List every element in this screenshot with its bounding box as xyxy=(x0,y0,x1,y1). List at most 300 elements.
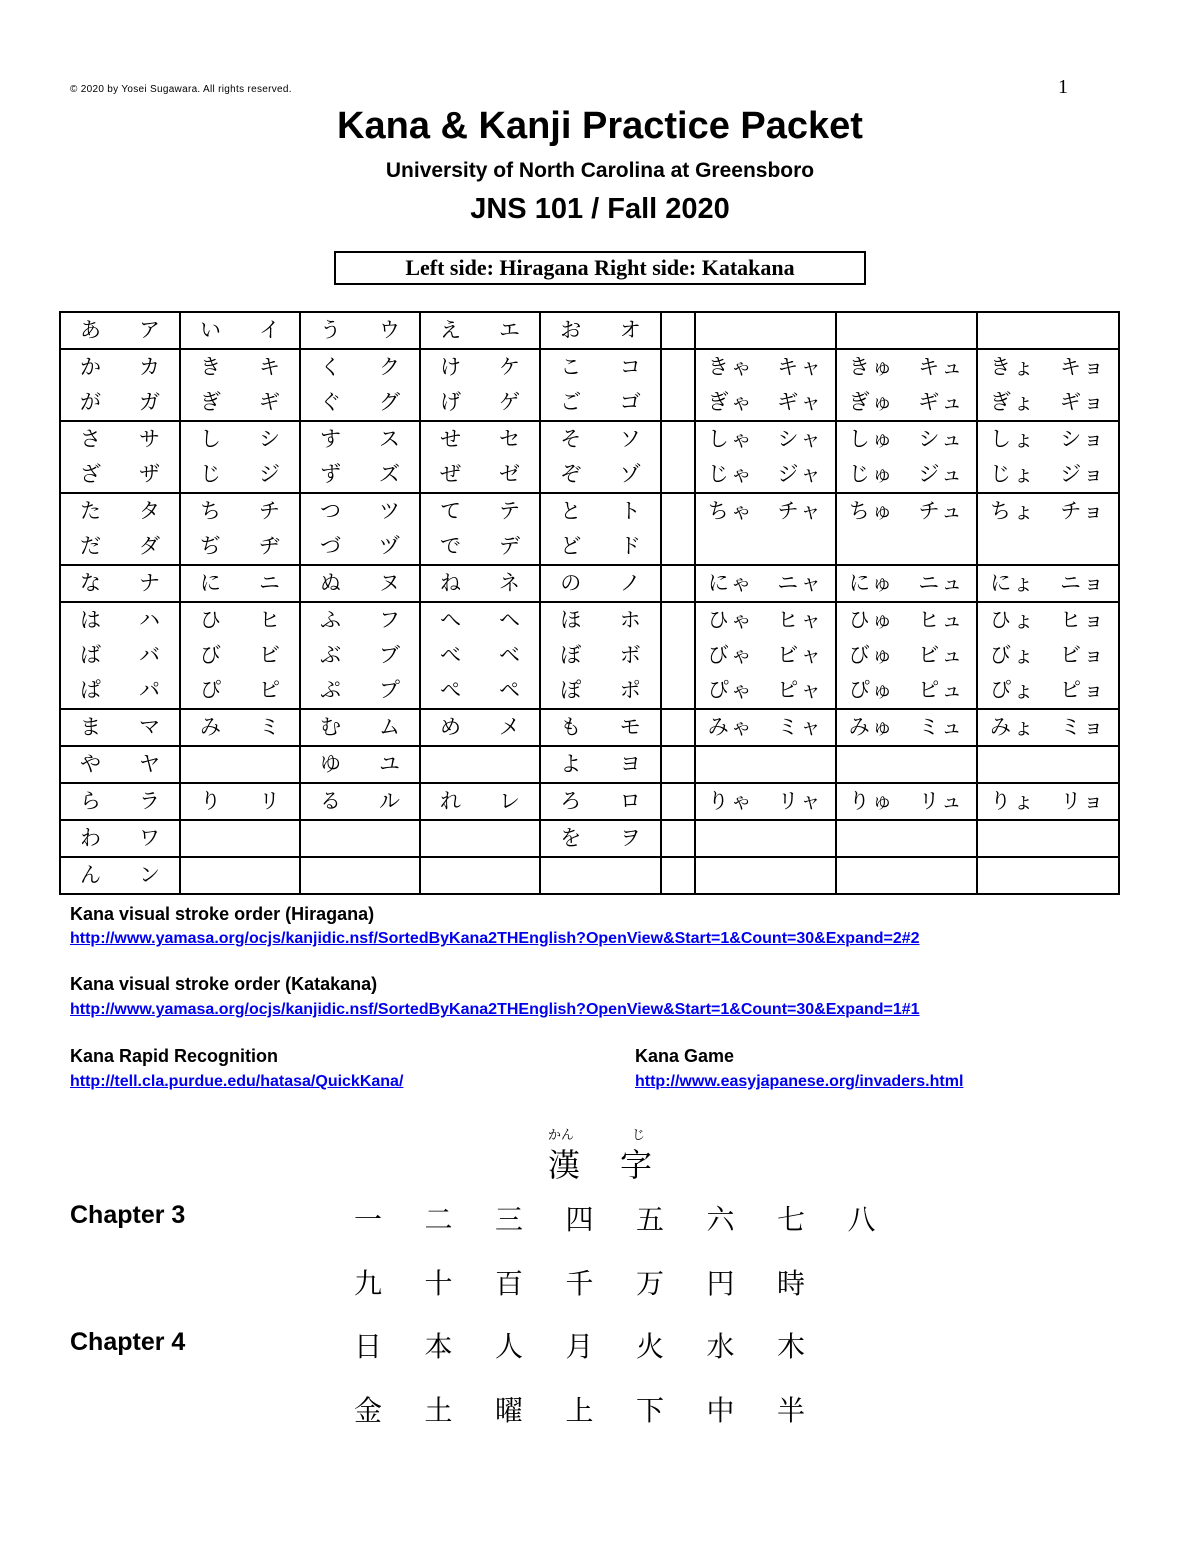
katakana-char: ク xyxy=(379,355,400,379)
kana-pair xyxy=(696,566,835,601)
kanji-char: 九 xyxy=(354,1267,383,1300)
kana-cell xyxy=(836,857,977,894)
kana-cell xyxy=(977,349,1119,421)
kana-table xyxy=(59,311,1120,895)
hiragana-char: ちゃ xyxy=(707,499,754,523)
hiragana-char: ん xyxy=(80,863,101,887)
kana-pair xyxy=(421,313,539,348)
hiragana-char: びゃ xyxy=(707,643,754,667)
kana-table-row xyxy=(60,312,1119,349)
kana-pair xyxy=(696,747,835,782)
kana-cell xyxy=(695,602,836,709)
kana-cell xyxy=(977,493,1119,565)
hiragana-char: お xyxy=(560,318,582,342)
kana-cell xyxy=(300,709,420,746)
kana-pair xyxy=(181,385,299,420)
kana-cell xyxy=(60,602,180,709)
kana-pair xyxy=(181,673,299,708)
katakana-char: グ xyxy=(379,390,400,414)
kana-pair xyxy=(301,603,419,638)
kana-cell xyxy=(540,493,661,565)
kana-cell xyxy=(695,349,836,421)
katakana-char: チョ xyxy=(1060,499,1106,523)
kana-cell xyxy=(836,746,977,783)
katakana-char: ヘ xyxy=(499,608,520,632)
hiragana-char xyxy=(696,313,766,348)
katakana-char: ヒャ xyxy=(777,608,824,632)
hiragana-char: ぎょ xyxy=(990,390,1036,414)
kana-pair xyxy=(696,422,835,457)
hiragana-char: ぴゅ xyxy=(848,678,895,702)
hiragana-char: い xyxy=(200,318,221,342)
kana-cell xyxy=(977,857,1119,894)
kanji-char: 金 xyxy=(354,1394,383,1427)
kana-pair xyxy=(978,638,1118,673)
hiragana-char xyxy=(837,858,907,893)
hiragana-char: べ xyxy=(440,643,461,667)
katakana-char: エ xyxy=(499,318,520,342)
kana-cell xyxy=(695,493,836,565)
kana-pair xyxy=(61,710,179,745)
kana-pair xyxy=(978,710,1118,745)
kana-pair xyxy=(541,710,660,745)
hiragana-char: じゃ xyxy=(707,462,754,486)
hiragana-char: げ xyxy=(440,390,461,414)
hiragana-char: ぷ xyxy=(320,678,341,702)
kana-cell xyxy=(977,820,1119,857)
kana-cell xyxy=(540,746,661,783)
kana-cell xyxy=(60,857,180,894)
katakana-char: ガ xyxy=(139,390,160,414)
kana-pair xyxy=(181,747,299,782)
hiragana-stroke-link[interactable]: http://www.yamasa.org/ocjs/kanjidic.nsf/SortedByKana2THEnglish?OpenView&Start=1&Count=30&Expand=2#2 xyxy=(70,930,920,947)
katakana-char xyxy=(907,858,977,893)
hiragana-char: よ xyxy=(560,752,582,776)
hiragana-char xyxy=(181,747,240,782)
hiragana-char xyxy=(421,747,480,782)
kana-cell xyxy=(420,783,540,820)
kana-cell xyxy=(977,312,1119,349)
katakana-char xyxy=(907,313,977,348)
kana-pair xyxy=(61,747,179,782)
katakana-char: ム xyxy=(379,715,400,739)
kana-pair xyxy=(421,385,539,420)
kana-cell xyxy=(695,820,836,857)
kana-table-row xyxy=(60,857,1119,894)
kana-cell xyxy=(180,602,300,709)
katakana-char xyxy=(1048,747,1118,782)
katakana-char: キャ xyxy=(777,355,824,379)
hiragana-char: る xyxy=(320,789,341,813)
kana-cell xyxy=(540,783,661,820)
hiragana-char: く xyxy=(320,355,341,379)
kana-pair xyxy=(696,603,835,638)
kana-cell xyxy=(300,820,420,857)
kana-pair xyxy=(978,784,1118,819)
katakana-char: ホ xyxy=(619,608,641,632)
katakana-char: ニャ xyxy=(777,571,824,595)
katakana-char: ビャ xyxy=(777,643,824,667)
katakana-char: キョ xyxy=(1060,355,1106,379)
hiragana-char: ざ xyxy=(80,462,101,486)
table-divider-column xyxy=(661,312,695,349)
katakana-char xyxy=(240,747,299,782)
kana-pair xyxy=(61,821,179,856)
kana-cell xyxy=(60,709,180,746)
kana-pair xyxy=(421,784,539,819)
katakana-char: リ xyxy=(259,789,280,813)
kana-pair xyxy=(837,529,976,564)
kana-cell xyxy=(540,709,661,746)
kana-pair xyxy=(61,529,179,564)
kanji-char: 六 xyxy=(706,1203,735,1236)
hiragana-char: は xyxy=(80,608,101,632)
kana-pair xyxy=(421,529,539,564)
kana-cell xyxy=(420,746,540,783)
kana-pair xyxy=(181,350,299,385)
kana-cell xyxy=(836,820,977,857)
katakana-char: ル xyxy=(379,789,400,813)
katakana-char xyxy=(240,821,299,856)
katakana-char: ビ xyxy=(259,643,280,667)
kana-pair xyxy=(541,784,660,819)
katakana-char: テ xyxy=(499,499,520,523)
kana-cell xyxy=(300,857,420,894)
kana-cell xyxy=(540,602,661,709)
katakana-char: ブ xyxy=(379,643,400,667)
kana-pair xyxy=(541,422,660,457)
kana-cell xyxy=(695,783,836,820)
katakana-char: レ xyxy=(499,789,520,813)
katakana-char: ト xyxy=(619,499,641,523)
hiragana-char: ひょ xyxy=(990,608,1036,632)
kana-cell xyxy=(695,857,836,894)
katakana-char: ソ xyxy=(619,427,641,451)
katakana-char: ニュ xyxy=(918,571,965,595)
kana-pair xyxy=(301,747,419,782)
rapid-recognition-link[interactable]: http://tell.cla.purdue.edu/hatasa/QuickKana/ xyxy=(70,1073,404,1090)
katakana-char: ビョ xyxy=(1060,643,1106,667)
kana-pair xyxy=(61,638,179,673)
kana-cell xyxy=(180,746,300,783)
kana-pair xyxy=(696,494,835,529)
hiragana-char: ま xyxy=(80,715,101,739)
kana-pair xyxy=(61,566,179,601)
katakana-char: ス xyxy=(379,427,400,451)
katakana-char: ミョ xyxy=(1060,715,1106,739)
kana-cell xyxy=(420,421,540,493)
kana-pair xyxy=(181,710,299,745)
kana-pair xyxy=(837,638,976,673)
kanji-char: 木 xyxy=(777,1330,806,1363)
kana-cell xyxy=(420,602,540,709)
katakana-char: ギョ xyxy=(1060,390,1106,414)
katakana-char: ヨ xyxy=(619,752,641,776)
kana-pair xyxy=(978,457,1118,492)
hiragana-stroke-label: Kana visual stroke order (Hiragana) xyxy=(70,904,375,924)
kana-table-row xyxy=(60,565,1119,602)
kana-pair xyxy=(696,821,835,856)
katakana-char xyxy=(240,858,299,893)
hiragana-char: ぎゅ xyxy=(848,390,895,414)
kana-pair xyxy=(421,821,539,856)
kana-cell xyxy=(540,312,661,349)
hiragana-char xyxy=(181,858,240,893)
kanji-char: 二 xyxy=(424,1203,453,1236)
kana-cell xyxy=(977,421,1119,493)
hiragana-char: と xyxy=(560,499,582,523)
katakana-char: ア xyxy=(139,318,160,342)
katakana-char: ベ xyxy=(499,643,520,667)
kanji-char: 七 xyxy=(777,1203,806,1236)
katakana-char xyxy=(766,529,836,564)
kana-cell xyxy=(180,820,300,857)
kanji-char: 四 xyxy=(565,1203,594,1236)
hiragana-char: さ xyxy=(80,427,101,451)
hiragana-char: じょ xyxy=(990,462,1036,486)
kana-pair xyxy=(61,385,179,420)
hiragana-char: れ xyxy=(440,789,461,813)
kana-pair xyxy=(541,747,660,782)
hiragana-char: じ xyxy=(200,462,221,486)
katakana-char: セ xyxy=(499,427,520,451)
kana-pair xyxy=(541,385,660,420)
kanji-char: 水 xyxy=(706,1330,735,1363)
table-divider-column xyxy=(661,421,695,493)
kana-cell xyxy=(300,349,420,421)
kana-cell xyxy=(180,565,300,602)
hiragana-char: す xyxy=(320,427,341,451)
kana-table-row xyxy=(60,820,1119,857)
kana-pair xyxy=(181,457,299,492)
hiragana-char: しゅ xyxy=(848,427,895,451)
kanji-char: 人 xyxy=(495,1330,524,1363)
kana-cell xyxy=(420,349,540,421)
kana-cell xyxy=(836,783,977,820)
katakana-char: ン xyxy=(139,863,160,887)
kanji-char: 八 xyxy=(847,1203,876,1236)
table-divider-column xyxy=(661,783,695,820)
katakana-char xyxy=(360,858,419,893)
kana-cell xyxy=(300,602,420,709)
kana-pair xyxy=(181,784,299,819)
katakana-char xyxy=(1048,821,1118,856)
kana-pair xyxy=(421,457,539,492)
kana-cell xyxy=(60,349,180,421)
hiragana-char xyxy=(301,858,360,893)
kanji-char: 万 xyxy=(636,1267,665,1300)
hiragana-char: にゅ xyxy=(848,571,895,595)
hiragana-char: な xyxy=(80,571,101,595)
hiragana-char: て xyxy=(440,499,461,523)
hiragana-char: り xyxy=(200,789,221,813)
katakana-char xyxy=(766,858,836,893)
hiragana-char: ぜ xyxy=(440,462,461,486)
kana-pair xyxy=(61,858,179,893)
hiragana-char xyxy=(301,821,360,856)
hiragana-char: ぎ xyxy=(200,390,221,414)
kana-pair xyxy=(696,313,835,348)
kana-pair xyxy=(421,603,539,638)
hiragana-char xyxy=(421,821,480,856)
katakana-char xyxy=(1048,313,1118,348)
hiragana-char xyxy=(837,821,907,856)
kana-game-link[interactable]: http://www.easyjapanese.org/invaders.html xyxy=(635,1073,964,1090)
kana-pair xyxy=(696,350,835,385)
kana-pair xyxy=(978,529,1118,564)
kana-cell xyxy=(977,746,1119,783)
kanji-char: 日 xyxy=(354,1330,383,1363)
kana-pair xyxy=(837,457,976,492)
hiragana-char: び xyxy=(200,643,221,667)
hiragana-char: しゃ xyxy=(707,427,754,451)
kana-pair xyxy=(181,529,299,564)
katakana-char: オ xyxy=(619,318,641,342)
hiragana-char: ひ xyxy=(200,608,221,632)
hiragana-char: にょ xyxy=(990,571,1036,595)
kanji-char: 五 xyxy=(636,1203,665,1236)
katakana-char: ジ xyxy=(259,462,280,486)
kana-pair xyxy=(837,747,976,782)
katakana-char: ラ xyxy=(139,789,160,813)
hiragana-char: ぢ xyxy=(200,534,221,558)
kana-pair xyxy=(421,673,539,708)
kana-pair xyxy=(541,350,660,385)
kana-pair xyxy=(837,385,976,420)
katakana-char: ジャ xyxy=(777,462,824,486)
hiragana-char: きょ xyxy=(990,355,1036,379)
hiragana-char: みゅ xyxy=(848,715,895,739)
table-legend: Left side: Hiragana Right side: Katakana xyxy=(334,251,866,285)
katakana-char: ヒ xyxy=(259,608,280,632)
kana-cell xyxy=(420,820,540,857)
katakana-char: ジュ xyxy=(918,462,965,486)
hiragana-char: を xyxy=(560,826,582,850)
katakana-char: ピュ xyxy=(918,678,965,702)
katakana-char: ミャ xyxy=(777,715,824,739)
kana-table-row xyxy=(60,709,1119,746)
kana-pair xyxy=(541,821,660,856)
kana-cell xyxy=(180,709,300,746)
kana-pair xyxy=(181,821,299,856)
course-title: JNS 101 / Fall 2020 xyxy=(470,193,730,225)
kana-pair xyxy=(696,638,835,673)
kana-pair xyxy=(541,673,660,708)
katakana-char xyxy=(907,529,977,564)
katakana-char: ダ xyxy=(139,534,160,558)
kana-pair xyxy=(837,313,976,348)
kana-pair xyxy=(421,566,539,601)
hiragana-char: け xyxy=(440,355,461,379)
kana-pair xyxy=(837,858,976,893)
katakana-char: ヤ xyxy=(139,752,160,776)
kana-cell xyxy=(420,312,540,349)
katakana-char: ゾ xyxy=(619,462,641,486)
kana-pair xyxy=(181,422,299,457)
kana-cell xyxy=(300,421,420,493)
kana-pair xyxy=(421,710,539,745)
katakana-char: ポ xyxy=(619,678,641,702)
hiragana-char: も xyxy=(560,715,582,739)
kana-cell xyxy=(836,421,977,493)
hiragana-char: や xyxy=(80,752,101,776)
kanji-char: 中 xyxy=(706,1394,735,1427)
kana-cell xyxy=(977,602,1119,709)
hiragana-char: びょ xyxy=(990,643,1036,667)
kana-pair xyxy=(837,784,976,819)
kana-pair xyxy=(541,313,660,348)
hiragana-char: ど xyxy=(560,534,582,558)
katakana-char: ネ xyxy=(499,571,520,595)
kana-cell xyxy=(180,421,300,493)
hiragana-char: ぺ xyxy=(440,678,461,702)
kana-pair xyxy=(541,529,660,564)
hiragana-char: た xyxy=(80,499,101,523)
katakana-char: メ xyxy=(499,715,520,739)
kana-cell xyxy=(300,565,420,602)
katakana-char: ギュ xyxy=(918,390,965,414)
katakana-stroke-link[interactable]: http://www.yamasa.org/ocjs/kanjidic.nsf/SortedByKana2THEnglish?OpenView&Start=1&Count=30&Expand=1#1 xyxy=(70,1001,920,1018)
kana-cell xyxy=(420,857,540,894)
kana-pair xyxy=(541,638,660,673)
katakana-char: コ xyxy=(619,355,641,379)
kana-table-row xyxy=(60,349,1119,421)
hiragana-char: ぽ xyxy=(560,678,582,702)
hiragana-char: ふ xyxy=(320,608,341,632)
kana-cell xyxy=(420,493,540,565)
kana-pair xyxy=(181,638,299,673)
katakana-char: ヲ xyxy=(619,826,641,850)
kana-pair xyxy=(978,603,1118,638)
kana-pair xyxy=(696,858,835,893)
hiragana-char: め xyxy=(440,715,461,739)
hiragana-char: きゃ xyxy=(707,355,754,379)
kana-cell xyxy=(300,783,420,820)
kana-pair xyxy=(696,457,835,492)
katakana-char: ニョ xyxy=(1060,571,1106,595)
table-divider-column xyxy=(661,820,695,857)
kanji-char: 一 xyxy=(354,1203,383,1236)
hiragana-char: びゅ xyxy=(848,643,895,667)
hiragana-char: ね xyxy=(440,571,461,595)
katakana-char: ハ xyxy=(139,608,160,632)
katakana-char: ロ xyxy=(619,789,641,813)
katakana-char: プ xyxy=(379,678,400,702)
hiragana-char xyxy=(978,313,1048,348)
kana-pair xyxy=(978,494,1118,529)
katakana-char: キ xyxy=(259,355,280,379)
page-title: Kana & Kanji Practice Packet xyxy=(337,105,863,147)
kana-cell xyxy=(60,312,180,349)
katakana-char xyxy=(1048,529,1118,564)
kana-pair xyxy=(61,494,179,529)
hiragana-char: し xyxy=(200,427,221,451)
katakana-char: ピャ xyxy=(777,678,824,702)
kanji-heading-ruby-2: じ xyxy=(632,1127,646,1142)
katakana-char: ピョ xyxy=(1060,678,1106,702)
kana-cell xyxy=(977,783,1119,820)
table-divider-column xyxy=(661,493,695,565)
hiragana-char: りゅ xyxy=(848,789,895,813)
kanji-char: 円 xyxy=(706,1267,735,1300)
kanji-char: 十 xyxy=(424,1267,453,1300)
kana-pair xyxy=(181,603,299,638)
kana-cell xyxy=(836,709,977,746)
kana-cell xyxy=(977,709,1119,746)
page-subtitle: University of North Carolina at Greensboro xyxy=(385,159,815,182)
hiragana-char xyxy=(696,747,766,782)
kana-table-row xyxy=(60,602,1119,709)
